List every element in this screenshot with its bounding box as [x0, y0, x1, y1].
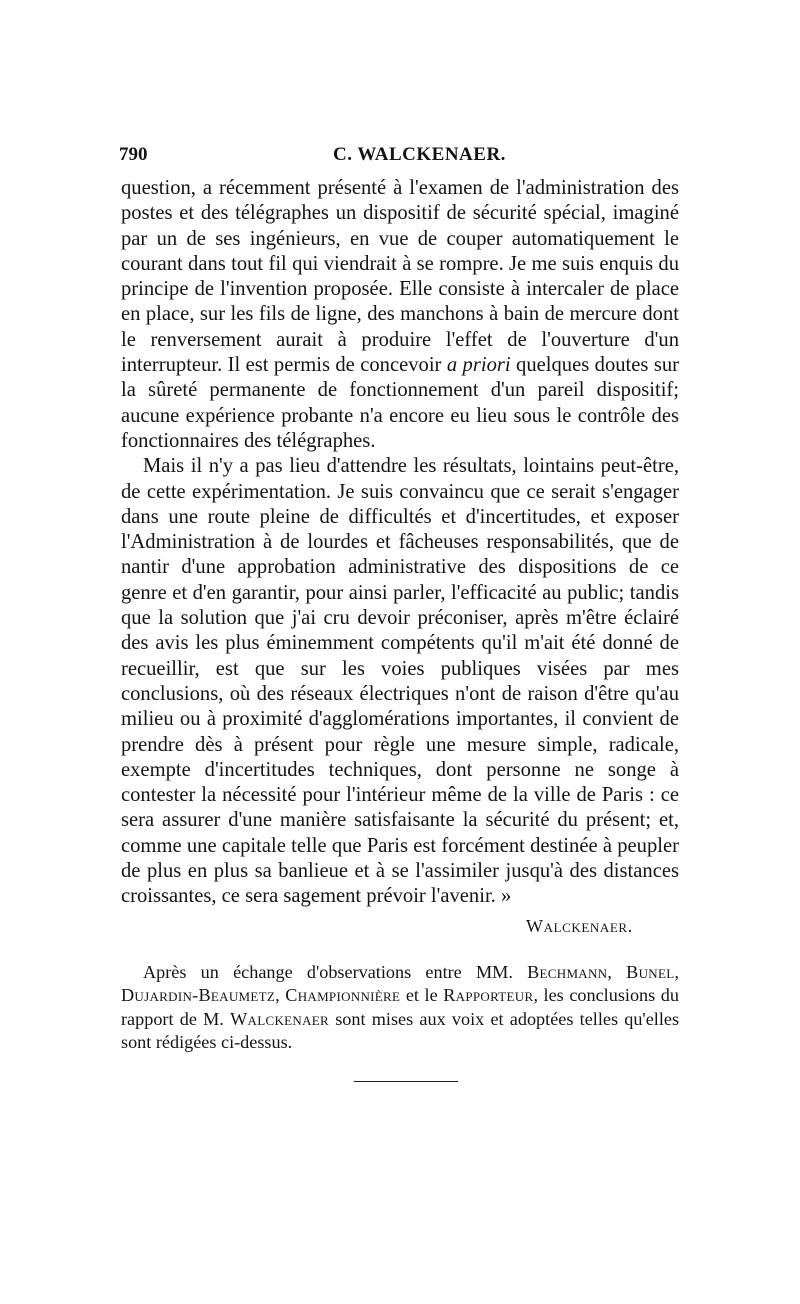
note-text: et le [405, 985, 438, 1006]
report-body [121, 176, 679, 910]
paragraph-continuation [121, 176, 679, 454]
note-text: sont mises aux voix et adoptées telles qu'elles sont rédigées ci-dessus. [121, 1008, 680, 1052]
paragraph-text: question, a récemment présenté à l'examen de l'administration des postes et des télégraphes un dispositif de sécurité spécial, imaginé par un de ses ingénieurs, en vue de couper automatiquement le courant dans tout fil qui viendrait à se rompre. Je me suis enquis du principe de l'invention proposée. Elle consiste à intercaler de place en place, sur les fils de ligne, des manchons à bain de mercure dont le renversement aurait à produire l'effet de l'ouverture d'un interrupteur. Il est permis de concevoir [121, 177, 679, 377]
page-number: 790 [119, 144, 148, 165]
person-name: Bechmann [527, 962, 608, 982]
paragraph-text: quelques doutes sur la sûreté permanente de fonctionnement d'un pareil dispositif; aucune expérience probante n'a encore eu lieu sous le contrôle des fonctionnaires des télégraphes. [121, 354, 680, 452]
person-name: Championnière [285, 985, 401, 1006]
person-name: Dujardin-Beaumetz [121, 985, 276, 1006]
italic-phrase: a priori [446, 354, 511, 377]
note-punct: , [674, 962, 679, 982]
person-name: Rapporteur [443, 985, 534, 1006]
note-text: Après un échange d'observations entre MM. [143, 962, 513, 982]
section-divider [354, 1081, 458, 1082]
note-punct: , [607, 962, 612, 982]
signature: Walckenaer. [526, 916, 633, 936]
paragraph: Mais il n'y a pas lieu d'attendre les résultats, lointains peut-être, de cette expérimentation. Je suis convaincu que ce serait s'engager dans une route pleine de difficultés et d'incertitudes, et exposer l'Administration à de lourdes et fâcheuses responsabilités, que de nantir d'une approbation administrative des dispositions de ce genre et d'en garantir, pour ainsi parler, l'efficacité au public; tandis que la solution que j'ai cru devoir préconiser, après m'être éclairé des avis les plus éminemment compétents qu'il m'ait été donné de recueillir, est que sur les voies publiques visées par mes conclusions, où des réseaux électriques n'ont de raison d'être qu'au milieu ou à proximité d'agglomérations importantes, il convient de prendre dès à présent pour règle une mesure simple, radicale, exempte d'incertitudes techniques, dont personne ne songe à contester la nécessité pour l'intérieur même de la ville de Paris : ce sera assurer d'une manière satisfaisante la sécurité du présent; et, comme une capitale telle que Paris est forcément destinée à peupler de plus en plus sa banlieue et à se l'assimiler jusqu'à des distances croissantes, ce sera sagement prévoir l'avenir. » [121, 455, 679, 908]
procedural-note [121, 961, 679, 1054]
person-name: Bunel [626, 962, 675, 982]
note-text: , les conclusions du rapport de M. [121, 985, 679, 1029]
procedural-paragraph [121, 961, 679, 1054]
note-punct: , [275, 985, 280, 1006]
page-header [119, 144, 679, 174]
person-name: Walckenaer [230, 1008, 329, 1029]
running-head: C. WALCKENAER. [333, 144, 506, 165]
